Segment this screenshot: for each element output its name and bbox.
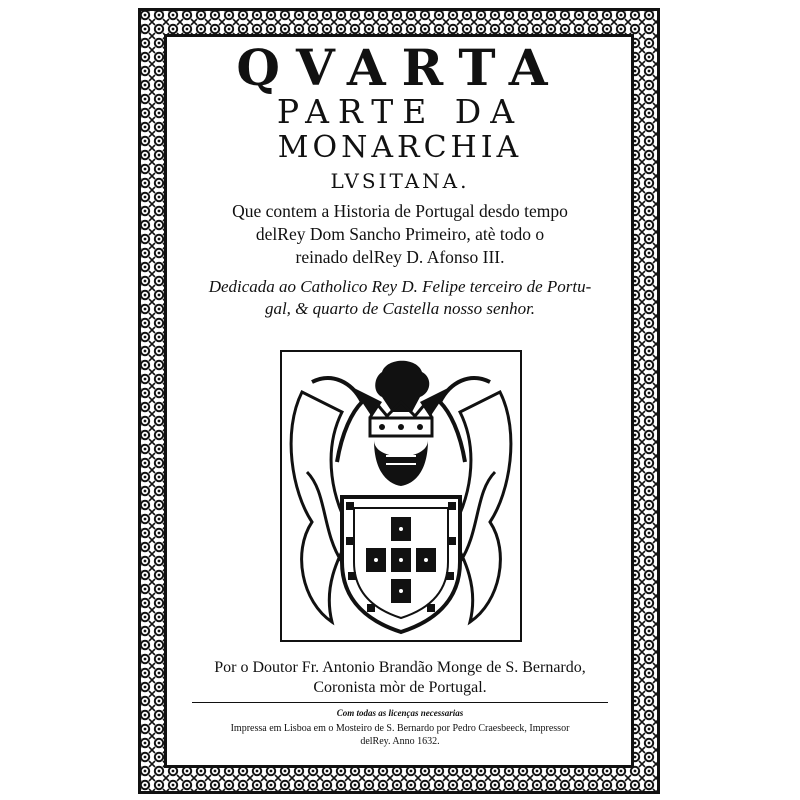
title-line-2: PARTE DA	[276, 92, 524, 131]
description-line-1: Que contem a Historia de Portugal desdo tempo	[232, 201, 568, 221]
imprint-line-2: delRey. Anno 1632.	[360, 736, 440, 747]
description-line-2: delRey Dom Sancho Primeiro, atè todo o	[255, 224, 545, 244]
description	[174, 200, 626, 269]
author-line-2: Coronista mòr de Portugal.	[313, 679, 487, 696]
title-line-1: QVARTA	[236, 38, 564, 97]
description-line-3: reinado delRey D. Afonso III.	[295, 247, 505, 267]
coat-of-arms-icon	[282, 352, 520, 640]
imprint-line-1: Impressa em Lisboa em o Mosteiro de S. Bernardo por Pedro Craesbeeck, Impressor	[230, 723, 570, 734]
text-block	[172, 40, 628, 776]
title-line-4: LVSITANA.	[330, 169, 470, 193]
title-line-3: MONARCHIA	[277, 130, 523, 165]
author	[172, 658, 628, 698]
dedication-line-2: gal, & quarto de Castella nosso senhor.	[264, 299, 536, 318]
coat-of-arms	[280, 350, 522, 642]
author-line-1: Por o Doutor Fr. Antonio Brandão Monge de S. Bernardo,	[214, 659, 586, 676]
license-note: Com todas as licenças necessarias	[336, 708, 464, 718]
imprint	[182, 722, 618, 748]
dedication	[174, 276, 626, 320]
divider	[192, 702, 608, 703]
dedication-line-1: Dedicada ao Catholico Rey D. Felipe terceiro de Portu-	[208, 277, 592, 296]
